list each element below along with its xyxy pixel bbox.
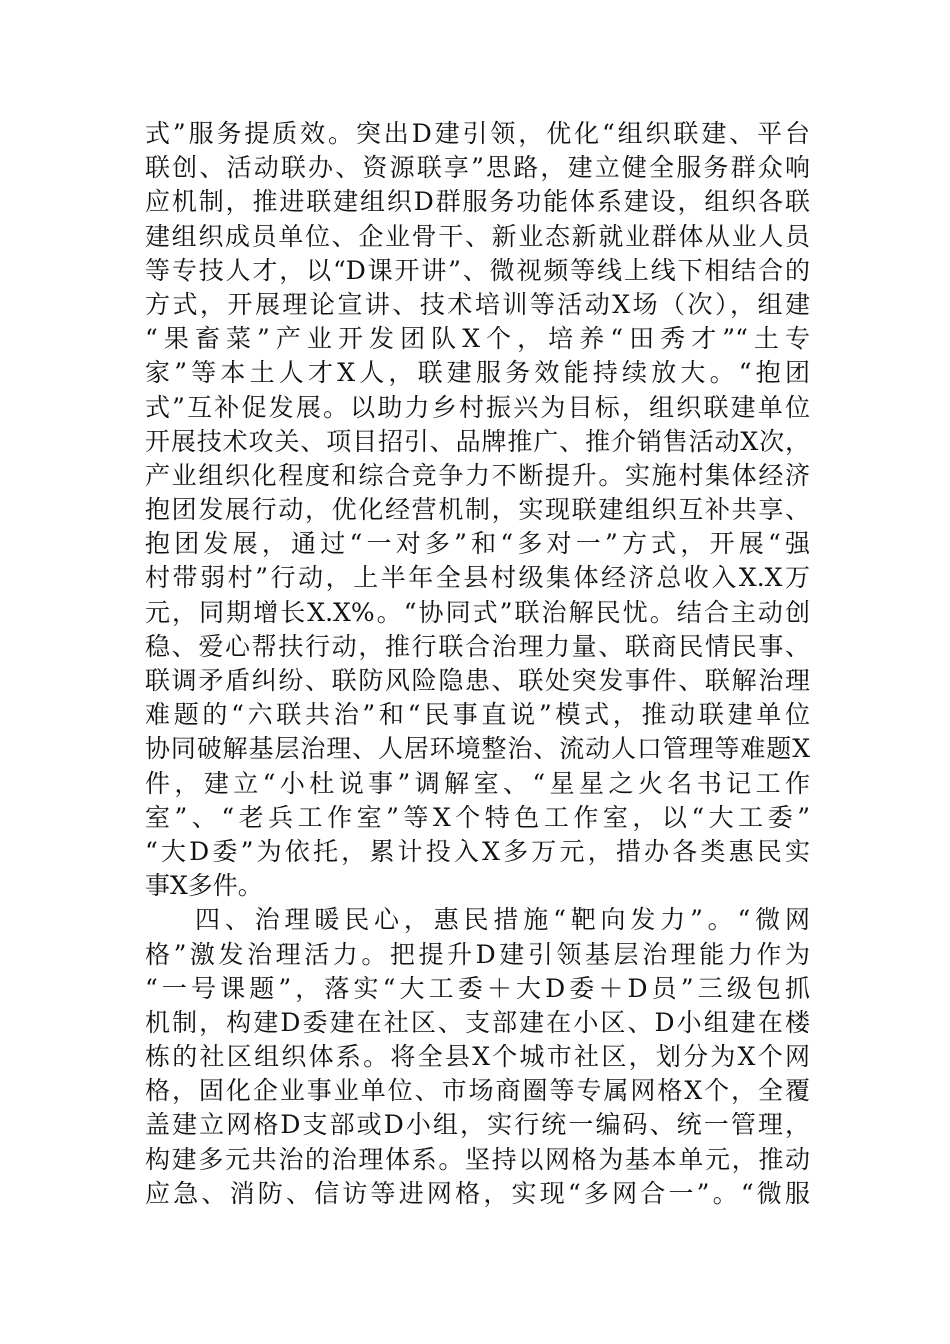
text-line: 联创、活动联办、资源联享”思路，建立健全服务群众响: [145, 153, 810, 183]
text-line: 格，固化企业事业单位、市场商圈等专属网格X个，全覆: [145, 1076, 810, 1106]
text-line: 盖建立网格D支部或D小组，实行统一编码、统一管理，: [145, 1110, 810, 1140]
text-line: 格”激发治理活力。把提升D建引领基层治理能力作为: [145, 939, 810, 969]
text-line: 稳、爱心帮扶行动，推行联合治理力量、联商民情民事、: [145, 631, 810, 661]
text-line: 抱团发展行动，优化经营机制，实现联建组织互补共享、: [145, 495, 810, 525]
text-line: 件，建立“小杜说事”调解室、“星星之火名书记工作: [145, 768, 810, 798]
text-line: 抱团发展，通过“一对多”和“多对一”方式，开展“强: [145, 529, 810, 559]
text-line: 构建多元共治的治理体系。坚持以网格为基本单元，推动: [145, 1144, 810, 1174]
text-line: 四、治理暖民心，惠民措施“靶向发力”。“微网: [195, 905, 810, 935]
text-line: 事X多件。: [145, 871, 263, 901]
text-line: 室”、“老兵工作室”等X个特色工作室，以“大工委”: [145, 802, 810, 832]
text-line: 应急、消防、信访等进网格，实现“多网合一”。“微服: [145, 1178, 810, 1208]
text-line: 机制，构建D委建在社区、支部建在小区、D小组建在楼: [145, 1007, 810, 1037]
text-line: “一号课题”，落实“大工委＋大D委＋D员”三级包抓: [145, 973, 810, 1003]
text-line: 式”互补促发展。以助力乡村振兴为目标，组织联建单位: [145, 392, 810, 422]
text-line: 开展技术攻关、项目招引、品牌推广、推介销售活动X次，: [145, 426, 810, 456]
text-line: 栋的社区组织体系。将全县X个城市社区，划分为X个网: [145, 1042, 810, 1072]
text-line: 建组织成员单位、企业骨干、新业态新就业群体从业人员: [145, 221, 810, 251]
text-line: 联调矛盾纠纷、联防风险隐患、联处突发事件、联解治理: [145, 666, 810, 695]
body-text: [145, 117, 810, 1211]
text-line: “果畜菜”产业开发团队X个，培养“田秀才”“土专: [145, 324, 810, 354]
text-line: 应机制，推进联建组织D群服务功能体系建设，组织各联: [145, 187, 810, 217]
text-line: “大D委”为依托，累计投入X多万元，措办各类惠民实: [145, 836, 810, 866]
text-line: 等专技人才，以“D课开讲”、微视频等线上线下相结合的: [145, 255, 810, 285]
text-line: 难题的“六联共治”和“民事直说”模式，推动联建单位: [145, 700, 810, 730]
text-line: 协同破解基层治理、人居环境整治、流动人口管理等难题X: [145, 734, 810, 764]
text-line: 元，同期增长X.X%。“协同式”联治解民忧。结合主动创: [145, 597, 810, 627]
text-line: 方式，开展理论宣讲、技术培训等活动X场（次），组建: [145, 289, 810, 319]
text-line: 家”等本土人才X人，联建服务效能持续放大。“抱团: [145, 358, 810, 388]
text-line: 产业组织化程度和综合竞争力不断提升。实施村集体经济: [145, 460, 810, 490]
text-line: 式”服务提质效。突出D建引领，优化“组织联建、平台: [145, 119, 810, 148]
text-line: 村带弱村”行动，上半年全县村级集体经济总收入X.X万: [145, 563, 810, 593]
